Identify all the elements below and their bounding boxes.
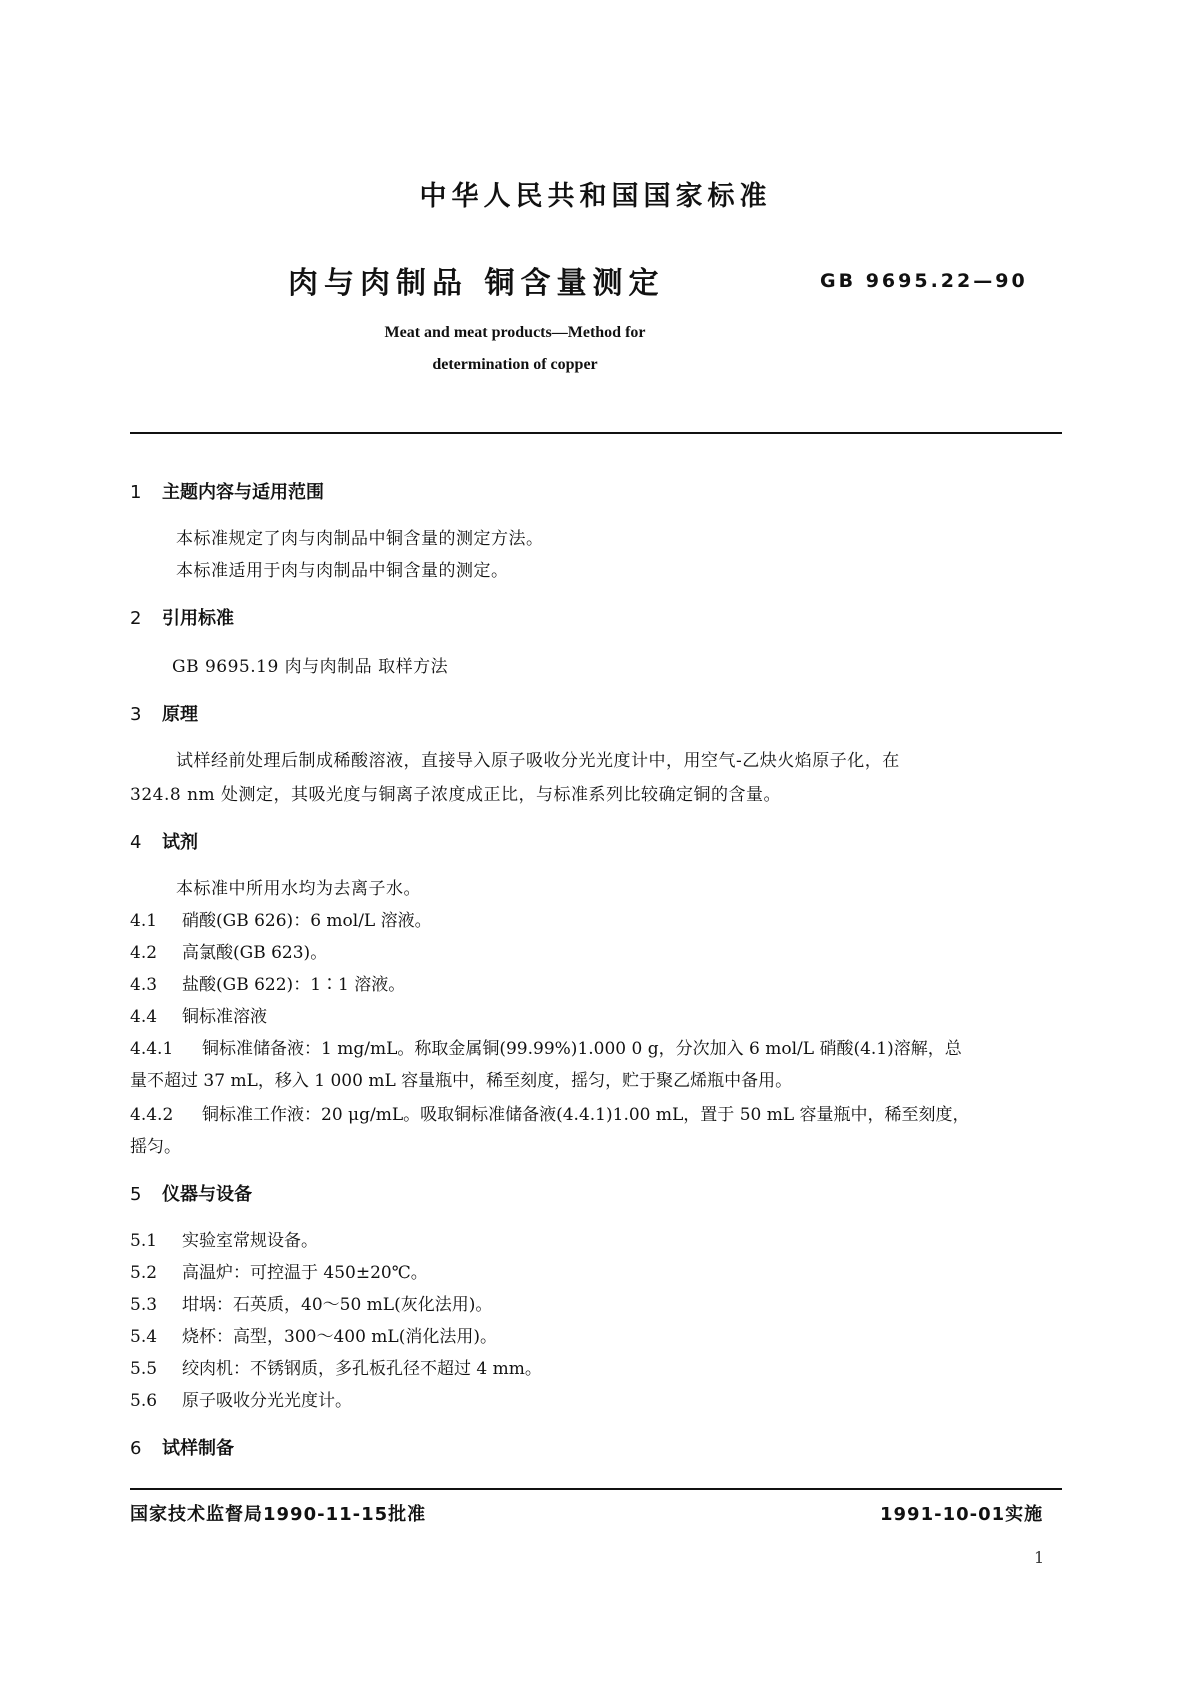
section-number: 6 — [130, 1438, 142, 1459]
list-item: 5.6 原子吸收分光光度计。 — [130, 1391, 352, 1411]
section-number: 3 — [130, 704, 142, 725]
document-title: 肉与肉制品 铜含量测定 — [288, 266, 665, 301]
section-number: 5 — [130, 1184, 142, 1205]
english-title-line-2: determination of copper — [432, 356, 598, 373]
list-item: 5.5 绞肉机：不锈钢质，多孔板孔径不超过 4 mm。 — [130, 1359, 542, 1379]
implementation-date: 1991-10-01实施 — [880, 1504, 1044, 1525]
top-divider — [130, 432, 1062, 434]
section-6-heading — [130, 1434, 234, 1460]
paragraph: 本标准规定了肉与肉制品中铜含量的测定方法。 — [176, 529, 544, 549]
section-title: 仪器与设备 — [162, 1184, 252, 1205]
section-title: 原理 — [162, 704, 198, 725]
paragraph-line: 试样经前处理后制成稀酸溶液，直接导入原子吸收分光光度计中，用空气-乙炔火焰原子化，在 — [176, 751, 900, 771]
list-item: 5.4 烧杯：高型，300～400 mL(消化法用)。 — [130, 1327, 497, 1347]
paragraph: 本标准适用于肉与肉制品中铜含量的测定。 — [176, 561, 509, 581]
page-number: 1 — [1034, 1548, 1045, 1567]
list-item: 4.4.2 铜标准工作液：20 μg/mL。吸取铜标准储备液(4.4.1)1.00 mL，置于 50 mL 容量瓶中，稀至刻度， — [130, 1105, 970, 1125]
approval-date: 国家技术监督局1990-11-15批准 — [130, 1504, 427, 1525]
section-title: 主题内容与适用范围 — [162, 482, 324, 503]
list-item: 5.2 高温炉：可控温于 450±20℃。 — [130, 1263, 428, 1283]
standard-number: GB 9695.22—90 — [820, 270, 1028, 292]
section-1-heading — [130, 478, 324, 504]
list-item: 4.2 高氯酸(GB 623)。 — [130, 943, 328, 963]
list-item: 4.4.1 铜标准储备液：1 mg/mL。称取金属铜(99.99%)1.000 0 g，分次加入 6 mol/L 硝酸(4.1)溶解，总 — [130, 1039, 962, 1059]
list-item-continuation: 量不超过 37 mL，移入 1 000 mL 容量瓶中，稀至刻度，摇匀，贮于聚乙烯瓶中备用。 — [130, 1071, 793, 1091]
list-item-continuation: 摇匀。 — [130, 1137, 181, 1157]
section-number: 2 — [130, 608, 142, 629]
section-3-heading — [130, 700, 198, 726]
list-item: 4.1 硝酸(GB 626)：6 mol/L 溶液。 — [130, 911, 432, 931]
english-title-line-1: Meat and meat products—Method for — [384, 324, 646, 341]
section-2-heading — [130, 604, 234, 630]
bottom-divider — [130, 1488, 1062, 1490]
section-4-heading — [130, 828, 198, 854]
list-item: 4.3 盐酸(GB 622)：1∶1 溶液。 — [130, 975, 406, 995]
paragraph: 本标准中所用水均为去离子水。 — [176, 879, 421, 899]
paragraph-line: 324.8 nm 处测定，其吸光度与铜离子浓度成正比，与标准系列比较确定铜的含量。 — [130, 785, 782, 805]
section-title: 试剂 — [162, 832, 198, 853]
section-5-heading — [130, 1180, 252, 1206]
section-title: 引用标准 — [162, 608, 234, 629]
list-item: 5.1 实验室常规设备。 — [130, 1231, 318, 1251]
national-standard-heading: 中华人民共和国国家标准 — [419, 181, 772, 212]
section-number: 4 — [130, 832, 142, 853]
section-number: 1 — [130, 482, 142, 503]
list-item: 5.3 坩埚：石英质，40～50 mL(灰化法用)。 — [130, 1295, 493, 1315]
reference-entry: GB 9695.19 肉与肉制品 取样方法 — [172, 657, 449, 677]
list-item: 4.4 铜标准溶液 — [130, 1007, 267, 1027]
section-title: 试样制备 — [162, 1438, 234, 1459]
